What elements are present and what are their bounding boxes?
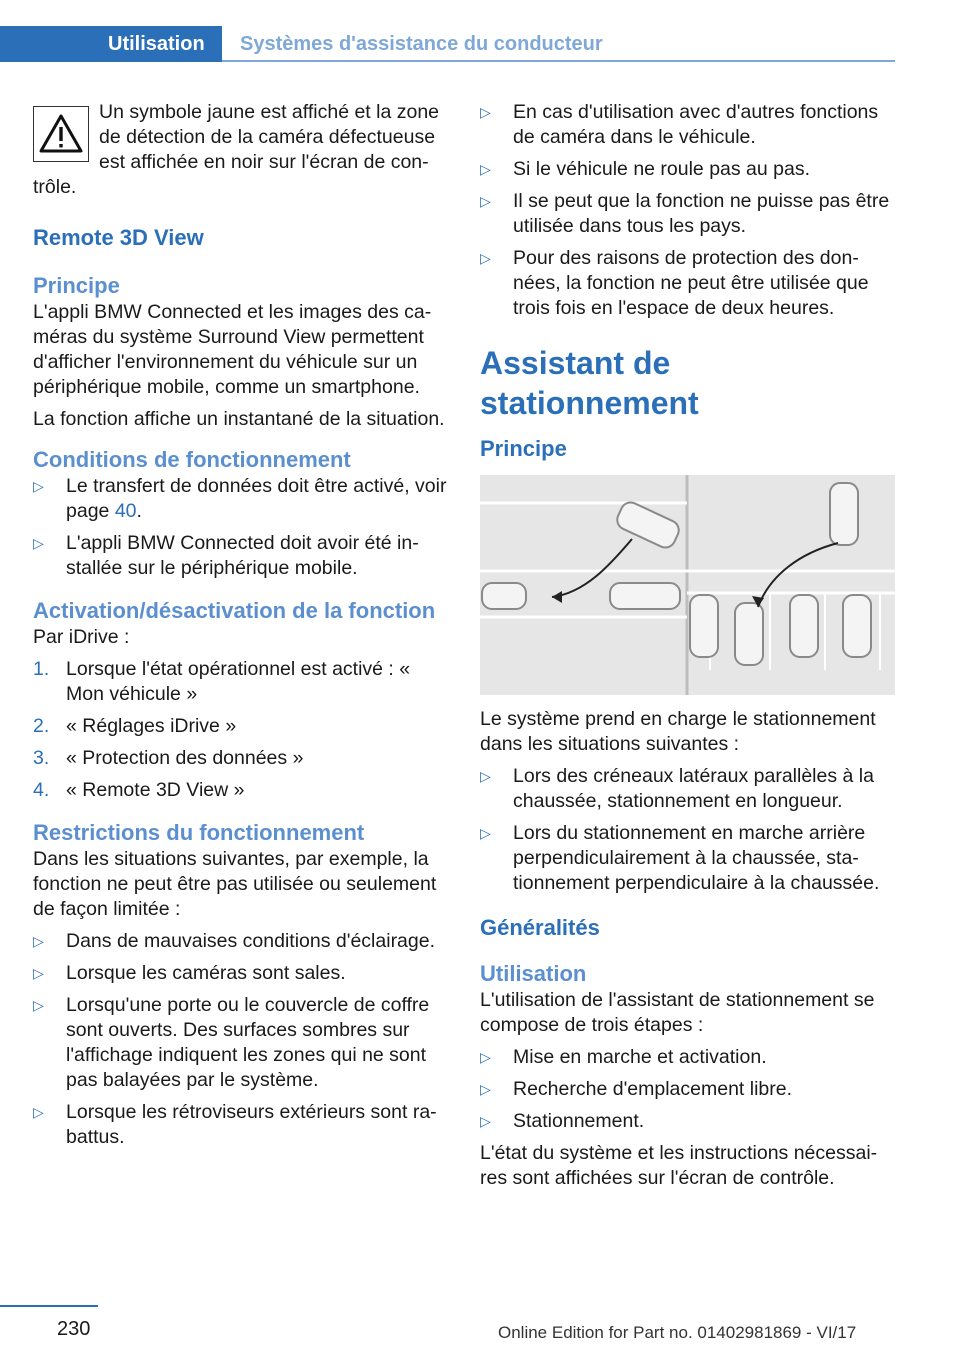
list-item-text: Lorsque les caméras sont sales. bbox=[66, 962, 346, 984]
activation-steps bbox=[33, 657, 448, 803]
list-item-text: Le transfert de données doit être activé, voir page bbox=[66, 475, 447, 522]
section-tab[interactable]: Utilisation bbox=[0, 26, 222, 62]
page-link[interactable]: 40 bbox=[114, 500, 137, 522]
conditions-list bbox=[33, 474, 448, 581]
list-item bbox=[33, 531, 448, 581]
step-number: 4. bbox=[33, 779, 50, 801]
triangle-bullet-icon bbox=[480, 1109, 491, 1134]
triangle-bullet-icon bbox=[33, 1100, 44, 1125]
parking-illustration bbox=[480, 475, 895, 695]
list-item bbox=[33, 714, 448, 739]
triangle-bullet-icon bbox=[480, 764, 491, 789]
activation-intro: Par iDrive : bbox=[33, 626, 130, 648]
parking-intro: Le système prend en charge le stationnement dans les situations suivantes : bbox=[480, 708, 876, 755]
list-item bbox=[480, 157, 895, 182]
list-item bbox=[33, 657, 448, 707]
principle-paragraph-1: L'appli BMW Connected et les images des caméras du système Surround View permettent d'afficher l'environnement du véhicule sur un périphérique mobile, comme un smartphone. bbox=[33, 301, 432, 398]
list-item-text: Lors des créneaux latéraux parallèles à la chaussée, stationnement en longueur. bbox=[513, 765, 874, 812]
triangle-bullet-icon bbox=[33, 474, 44, 499]
triangle-bullet-icon bbox=[33, 993, 44, 1018]
triangle-bullet-icon bbox=[33, 531, 44, 556]
list-item-text: Dans de mauvaises conditions d'éclairage. bbox=[66, 930, 436, 952]
step-number: 2. bbox=[33, 715, 50, 737]
list-item bbox=[480, 100, 895, 150]
parking-principle-heading: Principe bbox=[480, 436, 567, 461]
list-item-text: L'appli BMW Connected doit avoir été installée sur le périphérique mobile. bbox=[66, 532, 419, 579]
list-item-text: En cas d'utilisation avec d'autres fonctions de caméra dans le véhicule. bbox=[513, 101, 879, 148]
list-item bbox=[480, 821, 895, 896]
triangle-bullet-icon bbox=[480, 189, 491, 214]
triangle-bullet-icon bbox=[33, 929, 44, 954]
left-column bbox=[33, 100, 448, 1157]
triangle-bullet-icon bbox=[480, 821, 491, 846]
list-item-text: Si le véhicule ne roule pas au pas. bbox=[513, 158, 811, 180]
step-text: Lorsque l'état opérationnel est activé : « Mon véhicule » bbox=[66, 658, 411, 705]
page-number: 230 bbox=[57, 1318, 91, 1340]
step-text: « Réglages iDrive » bbox=[66, 715, 237, 737]
list-item-text: Pour des raisons de protection des données, la fonction ne peut être utilisée que trois fois en l'espace de deux heures. bbox=[513, 247, 869, 319]
list-item bbox=[33, 961, 448, 986]
list-item bbox=[480, 1045, 895, 1070]
usage-outro: L'état du système et les instructions nécessaires sont affichées sur l'écran de contrôle. bbox=[480, 1142, 878, 1189]
list-item bbox=[33, 778, 448, 803]
list-item-text: Lorsqu'une porte ou le couvercle de coffre sont ouverts. Des surfaces sombres sur l'affichage indiquent les zones qui ne sont pas balayées par le système. bbox=[66, 994, 430, 1091]
step-number: 1. bbox=[33, 658, 50, 680]
restrictions-heading: Restrictions du fonctionnement bbox=[33, 820, 365, 845]
list-item-text: Lors du stationnement en marche arrière perpendiculairement à la chaussée, stationnement perpendiculaire à la chaussée. bbox=[513, 822, 880, 894]
list-item-text: Lorsque les rétroviseurs extérieurs sont rabattus. bbox=[66, 1101, 437, 1148]
triangle-bullet-icon bbox=[480, 100, 491, 125]
step-number: 3. bbox=[33, 747, 50, 769]
triangle-bullet-icon bbox=[480, 157, 491, 182]
list-item bbox=[480, 1109, 895, 1134]
chapter-tab[interactable]: Systèmes d'assistance du conducteur bbox=[240, 33, 603, 55]
step-text: « Protection des données » bbox=[66, 747, 304, 769]
restrictions-list-continued bbox=[480, 100, 895, 321]
remote-3d-view-heading: Remote 3D View bbox=[33, 225, 204, 250]
list-item-text: Recherche d'emplacement libre. bbox=[513, 1078, 793, 1100]
list-item bbox=[480, 764, 895, 814]
restrictions-list bbox=[33, 929, 448, 1150]
usage-heading: Utilisation bbox=[480, 961, 587, 986]
usage-steps-list bbox=[480, 1045, 895, 1134]
page-header bbox=[0, 26, 895, 62]
warning-text: Un symbole jaune est affiché et la zone de détection de la caméra défectueuse est affichée en noir sur l'écran de con- bbox=[99, 101, 440, 173]
list-item bbox=[480, 1077, 895, 1102]
edition-note: Online Edition for Part no. 01402981869 - VI/17 bbox=[498, 1323, 857, 1342]
footer-rule bbox=[0, 1305, 98, 1307]
principle-paragraph-2: La fonction affiche un instantané de la situation. bbox=[33, 408, 445, 430]
list-item bbox=[33, 993, 448, 1093]
list-item-text: Il se peut que la fonction ne puisse pas être utilisée dans tous les pays. bbox=[513, 190, 890, 237]
parking-assistant-heading: Assistant de stationnement bbox=[480, 345, 699, 421]
right-column bbox=[480, 100, 895, 1198]
list-item-text-end: . bbox=[136, 500, 142, 522]
usage-intro: L'utilisation de l'assistant de stationnement se compose de trois étapes : bbox=[480, 989, 875, 1036]
general-heading: Généralités bbox=[480, 915, 600, 940]
principle-heading: Principe bbox=[33, 273, 120, 298]
list-item-text: Stationnement. bbox=[513, 1110, 645, 1132]
triangle-bullet-icon bbox=[480, 1045, 491, 1070]
warning-triangle-icon bbox=[33, 106, 89, 162]
list-item bbox=[480, 189, 895, 239]
list-item bbox=[33, 746, 448, 771]
conditions-heading: Conditions de fonctionnement bbox=[33, 447, 351, 472]
triangle-bullet-icon bbox=[33, 961, 44, 986]
step-text: « Remote 3D View » bbox=[66, 779, 245, 801]
triangle-bullet-icon bbox=[480, 246, 491, 271]
list-item bbox=[33, 929, 448, 954]
warning-text-tail: trôle. bbox=[33, 176, 77, 198]
list-item bbox=[33, 474, 448, 524]
list-item bbox=[33, 1100, 448, 1150]
header-rule bbox=[222, 60, 895, 62]
activation-heading: Activation/désactivation de la fonction bbox=[33, 598, 436, 623]
warning-block bbox=[33, 100, 448, 210]
parking-situations-list bbox=[480, 764, 895, 896]
parking-diagram-icon bbox=[480, 475, 895, 695]
triangle-bullet-icon bbox=[480, 1077, 491, 1102]
list-item-text: Mise en marche et activation. bbox=[513, 1046, 767, 1068]
list-item bbox=[480, 246, 895, 321]
restrictions-intro: Dans les situations suivantes, par exemple, la fonction ne peut être pas utilisée ou seulement de façon limitée : bbox=[33, 848, 437, 920]
